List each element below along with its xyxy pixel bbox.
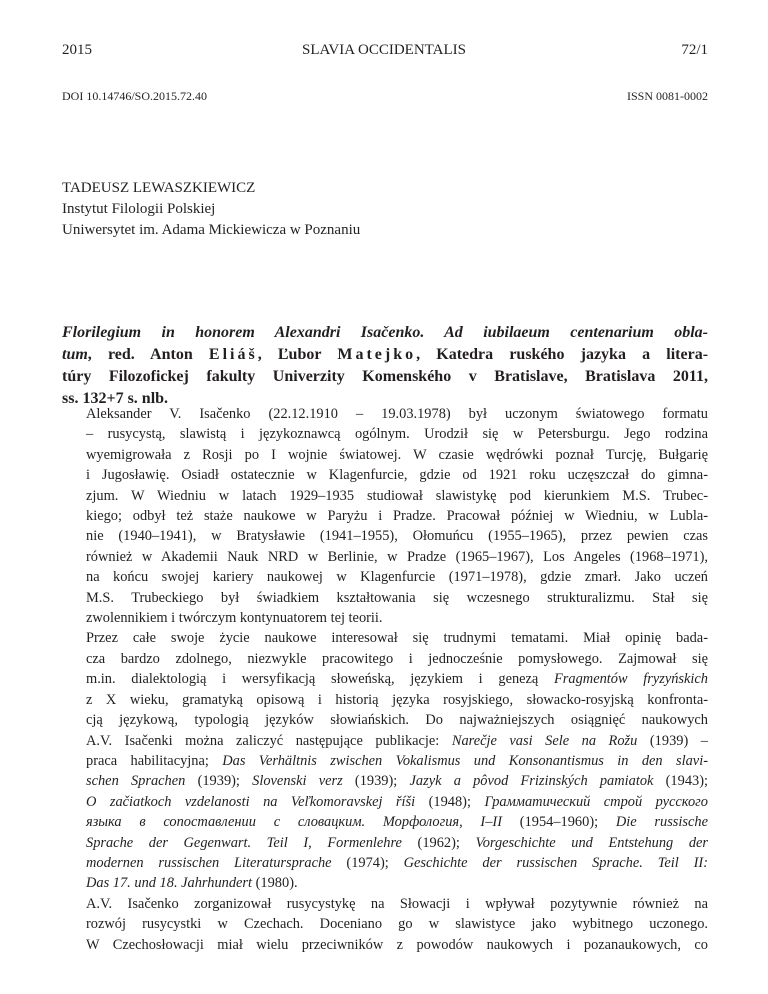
- p2-text: (1974);: [331, 854, 404, 871]
- work-title: schen Sprachen: [86, 773, 186, 790]
- p1-line: wyemigrowała z Rosji po I wojnie światowej. W czasie wędrówki poznał Turcję, Bułgarię: [86, 446, 708, 463]
- work-title: Fragmentów fryzyńskich: [554, 671, 708, 688]
- p2-text: (1939);: [342, 773, 410, 790]
- work-title: Narečje vasi Sele na Rožu: [451, 732, 638, 749]
- p2-text: A.V. Isačenki można zaliczyć następujące publikacje:: [86, 732, 452, 749]
- p2-text: (1943);: [653, 773, 709, 790]
- p2-line: [62, 669, 708, 689]
- p1-line: również w Akademii Nauk NRD w Berlinie, w Pradze (1965–1967), Los Angeles (1968–1971),: [86, 548, 708, 565]
- issn: ISSN 0081-0002: [626, 89, 708, 103]
- paragraph-2: [62, 628, 708, 893]
- work-title: Slovenski verz: [252, 773, 343, 790]
- author-name: TADEUSZ LEWASZKIEWICZ: [62, 180, 256, 196]
- work-title: Vorgeschichte und Entstehung der: [475, 834, 708, 851]
- p1-line: na końcu swojej kariery naukowej w Klagenfurcie (1971–1978), gdzie zmarł. Jako uczeń: [86, 569, 708, 586]
- p3-line: rozwój rusycystki w Czechach. Doceniano go w slawistyce jako wybitnego uczonego.: [86, 916, 708, 933]
- p1-line: – rusycystą, slawistą i językoznawcą ogólnym. Urodził się w Petersburgu. Jego rodzina: [86, 426, 708, 443]
- work-title: O začiatkoch vzdelanosti na Veľkomoravskej říši: [86, 793, 416, 810]
- p2-line: [62, 853, 708, 873]
- work-title: Грамматический строй русского: [484, 793, 708, 810]
- p1-line: zwolennikiem i twórczym kontynuatorem tej teorii.: [86, 610, 383, 627]
- work-title: Das Verhältnis zwischen Vokalismus und Konsonantismus in den slavi-: [222, 752, 708, 769]
- p2-line: [62, 812, 708, 832]
- p2-line: cza bardzo zdolnego, niezwykle pracowitego i jednocześnie pomysłowego. Zajmował się: [86, 650, 708, 667]
- work-title: Jazyk a pôvod Frizinských pamiatok: [409, 773, 654, 790]
- p2-line: [62, 873, 708, 893]
- author-institute: Instytut Filologii Polskiej: [62, 201, 216, 217]
- header-year: 2015: [62, 42, 92, 58]
- p2-text: m.in. dialektologią i wersyfikacją słoweńską, językiem i genezą: [86, 671, 555, 688]
- author-university: Uniwersytet im. Adama Mickiewicza w Poznaniu: [62, 222, 361, 238]
- work-title: Die russische: [615, 814, 708, 831]
- header-volume: 72/1: [681, 42, 708, 58]
- title-comma: , Ľubor: [257, 346, 338, 363]
- p2-line: [62, 751, 708, 771]
- p2-text: (1939) –: [637, 732, 708, 749]
- p1-line: M.S. Trubeckiego był świadkiem kształtowania się wczesnego strukturalizmu. Stał się: [86, 589, 708, 606]
- work-title: Geschichte der russischen Sprache. Teil II:: [403, 854, 708, 871]
- p2-text: (1962);: [401, 834, 476, 851]
- p1-line: Aleksander V. Isačenko (22.12.1910 – 19.03.1978) był uczonym światowego formatu: [86, 406, 708, 422]
- work-title: Das 17. und 18. Jahrhundert: [86, 875, 253, 892]
- work-title: modernen russischen Literatursprache: [86, 854, 332, 871]
- title-line-4: ss. 132+7 s. nlb.: [62, 390, 169, 407]
- work-title: Sprache der Gegenwart. Teil I, Formenlehre: [86, 834, 402, 851]
- work-title: языка в сопоставлении с словацким. Морфология, I–II: [86, 814, 503, 831]
- author-block: [62, 178, 360, 241]
- doi: DOI 10.14746/SO.2015.72.40: [62, 89, 208, 103]
- p2-text: (1954–1960);: [502, 814, 616, 831]
- p2-text: (1948);: [415, 793, 485, 810]
- p3-line: A.V. Isačenko zorganizował rusycystykę na Słowacji i wpływał pozytywnie również na: [86, 895, 708, 912]
- p3-line: W Czechosłowacji miał wielu przeciwników z powodów naukowych i pozanaukowych, co: [86, 936, 708, 953]
- editor-2: Matejko: [337, 346, 417, 363]
- article-body: [62, 404, 708, 955]
- p2-line: [62, 833, 708, 853]
- p2-line: Przez całe swoje życie naukowe interesował się trudnymi tematami. Miał opinię bada-: [86, 630, 708, 647]
- p1-line: zjum. W Wiedniu w latach 1929–1935 studiował slawistykę pod kierunkiem M.S. Trubec-: [86, 487, 708, 504]
- title-red: , red. Anton: [87, 346, 209, 363]
- p2-line: cją językową, typologią języków słowiańskich. Do najważniejszych osiągnięć naukowych: [86, 712, 708, 729]
- paragraph-1: [62, 404, 708, 628]
- title-italic-2: tum: [62, 346, 88, 363]
- p1-line: i Jugosławię. Osiadł ostatecznie w Klagenfurcie, gdzie od 1921 roku uczęszczał do gimna-: [86, 467, 708, 484]
- editor-1: Eliáš: [208, 346, 258, 363]
- p2-line: z X wieku, gramatyką opisową i historią języka rosyjskiego, słowacko-rosyjską konfronta-: [86, 691, 708, 708]
- p2-line: [62, 792, 708, 812]
- p2-text: (1939);: [185, 773, 253, 790]
- p2-line: [62, 731, 708, 751]
- review-title: [62, 322, 708, 410]
- p1-line: nie (1940–1941), w Bratysławie (1941–1955), Ołomuńcu (1955–1965), przez pewien czas: [86, 528, 708, 545]
- p1-line: kiego; odbył też staże naukowe w Paryżu i Pradze. Pracował później w Wiedniu, w Lubla-: [86, 508, 708, 525]
- p2-text: (1980).: [252, 875, 298, 892]
- title-rest-1: , Katedra ruského jazyka a litera-: [416, 346, 709, 363]
- title-line-3: túry Filozofickej fakulty Univerzity Komenského v Bratislave, Bratislava 2011,: [62, 368, 708, 385]
- title-italic-1: Florilegium in honorem Alexandri Isačenko. Ad iubilaeum centenarium obla-: [62, 324, 708, 341]
- header-journal: SLAVIA OCCIDENTALIS: [302, 42, 466, 58]
- p2-line: [62, 771, 708, 791]
- paragraph-3: [62, 894, 708, 955]
- p2-text: praca habilitacyjna;: [86, 752, 223, 769]
